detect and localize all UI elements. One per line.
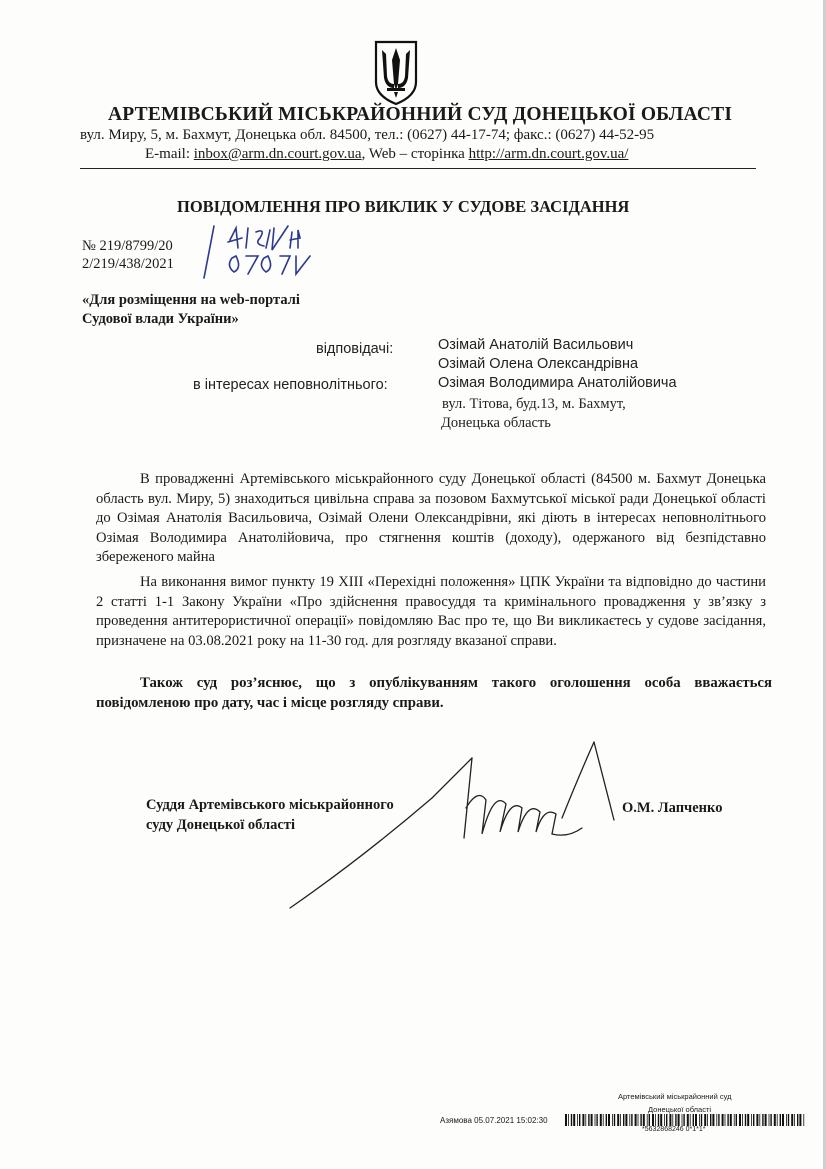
web-portal-notice bbox=[82, 291, 300, 329]
respondent-2: Озімай Олена Олександрівна bbox=[438, 356, 639, 372]
handwritten-registration-mark bbox=[200, 222, 340, 282]
web-portal-notice-line1: «Для розміщення на web-порталі bbox=[82, 292, 300, 308]
respondent-address-line2: Донецька область bbox=[441, 415, 551, 431]
document-id: *5632868246 0*1*1* bbox=[642, 1126, 706, 1133]
document-title: ПОВІДОМЛЕННЯ ПРО ВИКЛИК У СУДОВЕ ЗАСІДАННЯ bbox=[177, 197, 630, 216]
judge-title bbox=[146, 795, 394, 835]
tryzub-emblem-icon bbox=[372, 38, 420, 106]
judge-title-line2: суду Донецької області bbox=[146, 817, 296, 833]
court-address: вул. Миру, 5, м. Бахмут, Донецька обл. 84500, тел.: (0627) 44-17-74; факс.: (0627) 44-52-95 bbox=[80, 127, 655, 143]
court-contacts bbox=[145, 146, 628, 163]
case-numbers: № 219/8799/20 2/219/438/2021 bbox=[82, 238, 174, 272]
judge-title-line1: Суддя Артемівського міськрайонного bbox=[146, 797, 394, 813]
case-paragraph-text: В провадженні Артемівського міськрайонного суду Донецької області (84500 м. Бахмут Донецька область вул. Миру, 5) знаходиться цивільна справа за позовом Бахмутської міської ради Донецької області до Озімая Анатолія Васильовича, Озімай Олени Олександрівни, які діють в інтересах неповнолітнього Озімая Володимира Анатолійовича, про стягнення коштів (доходу), одержаного від безпідставно збереженого майна bbox=[96, 471, 766, 566]
summons-paragraph-text: На виконання вимог пункту 19 ХIII «Перехідні положення» ЦПК України та відповідно до частини 2 статті 1-1 Закону України «Про здійснення правосуддя та кримінального провадження у зв’язку з проведення антитерористичної операції» повідомляю Вас про те, що Ви викликаєтесь у судове засідання, призначене на 03.08.2021 року на 11-30 год. для розгляду вказаної справи. bbox=[96, 574, 766, 649]
case-paragraph bbox=[96, 470, 766, 568]
respondent-1: Озімай Анатолій Васильович bbox=[438, 337, 634, 353]
court-name: АРТЕМІВСЬКИЙ МІСЬКРАЙОННИЙ СУД ДОНЕЦЬКОЇ ОБЛАСТІ bbox=[108, 104, 733, 125]
document-barcode bbox=[565, 1114, 807, 1126]
summons-paragraph bbox=[96, 573, 766, 651]
email-link[interactable]: inbox@arm.dn.court.gov.ua bbox=[193, 146, 362, 162]
publication-notice bbox=[96, 673, 772, 713]
footer-court-region: Донецької області bbox=[648, 1105, 712, 1114]
email-label: E-mail: bbox=[145, 146, 194, 162]
minor-name: Озімая Володимира Анатолійовича bbox=[438, 375, 677, 391]
web-link[interactable]: http://arm.dn.court.gov.ua/ bbox=[468, 146, 629, 162]
clerk-stamp: Азямова 05.07.2021 15:02:30 bbox=[440, 1116, 548, 1125]
judge-name: О.М. Лапченко bbox=[622, 800, 723, 816]
header-divider bbox=[80, 168, 756, 169]
footer-court-name: Артемівський міськрайонний суд bbox=[618, 1092, 732, 1101]
respondents-label: відповідачі: bbox=[316, 341, 394, 357]
minor-interest-label: в інтересах неповнолітнього: bbox=[193, 377, 388, 393]
web-portal-notice-line2: Судової влади України» bbox=[82, 311, 239, 327]
publication-notice-text: Також суд роз’яснює, що з опублікуванням такого оголошення особа вважається повідомленою про дату, час і місце розгляду справи. bbox=[96, 675, 772, 711]
respondent-address-line1: вул. Тітова, буд.13, м. Бахмут, bbox=[442, 396, 626, 412]
web-label: , Web – сторінка bbox=[361, 146, 469, 162]
